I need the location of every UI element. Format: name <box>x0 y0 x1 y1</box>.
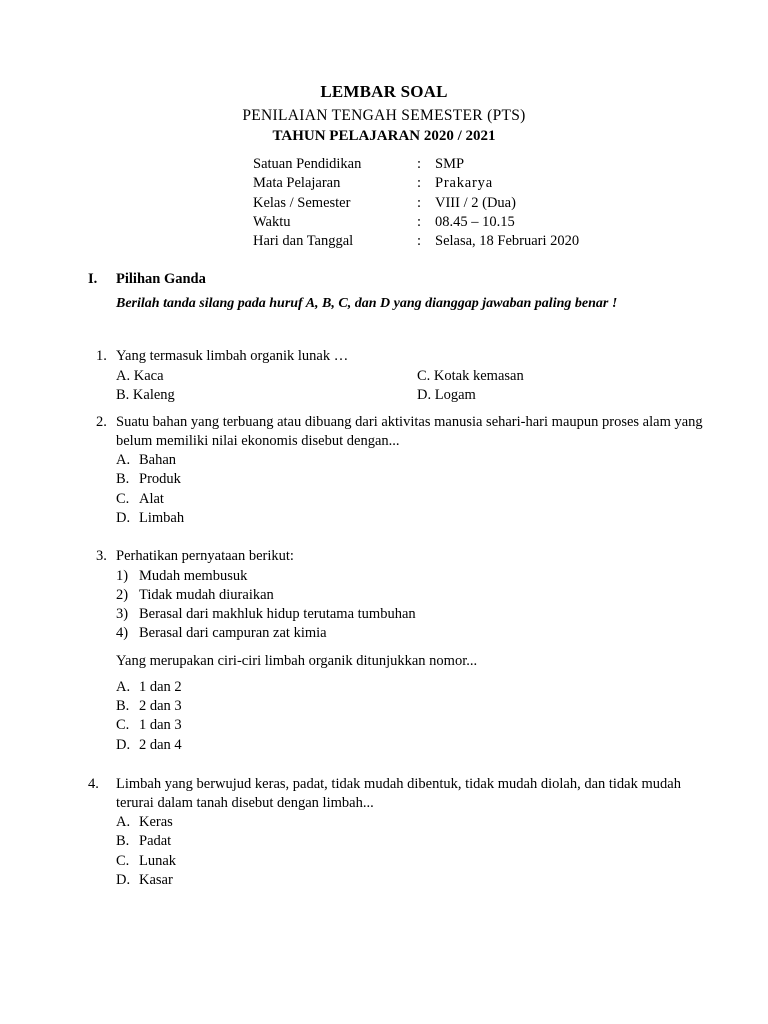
answer-option: C. 1 dan 3 <box>116 717 182 733</box>
info-label: Hari dan Tanggal <box>253 233 354 249</box>
answer-option: B. 2 dan 3 <box>116 698 182 714</box>
question-number: 4. <box>88 776 99 792</box>
statement-item: 3) Berasal dari makhluk hidup terutama tumbuhan <box>116 606 416 622</box>
answer-option: D. 2 dan 4 <box>116 737 182 753</box>
info-colon: : <box>417 233 422 249</box>
question-text: Yang termasuk limbah organik lunak … <box>116 348 349 364</box>
info-label: Satuan Pendidikan <box>253 156 362 172</box>
question-text: Suatu bahan yang terbuang atau dibuang dari aktivitas manusia sehari-hari maupun proses alam yang belum memiliki nilai ekonomis disebut dengan... <box>116 414 703 449</box>
answer-option: D. Limbah <box>116 510 185 526</box>
info-colon: : <box>417 156 422 172</box>
info-value: Selasa, 18 Februari 2020 <box>435 233 580 249</box>
info-label: Kelas / Semester <box>253 195 351 211</box>
info-colon: : <box>417 195 422 211</box>
info-label: Mata Pelajaran <box>253 175 341 191</box>
question-number: 2. <box>96 414 107 430</box>
info-value: SMP <box>435 156 465 172</box>
statement-item: 1) Mudah membusuk <box>116 568 248 584</box>
info-colon: : <box>417 175 422 191</box>
answer-option: C. Alat <box>116 491 164 507</box>
info-value: VIII / 2 (Dua) <box>435 195 516 211</box>
answer-option-d: D. Logam <box>417 387 476 403</box>
school-year: TAHUN PELAJARAN 2020 / 2021 <box>272 128 496 144</box>
statement-item: 2) Tidak mudah diuraikan <box>116 587 274 603</box>
question-prompt: Yang merupakan ciri-ciri limbah organik ditunjukkan nomor... <box>116 653 478 669</box>
info-value: 08.45 – 10.15 <box>435 214 515 230</box>
section-number: I. <box>88 271 98 287</box>
answer-option-c: C. Kotak kemasan <box>417 368 524 384</box>
answer-option: D. Kasar <box>116 872 173 888</box>
info-label: Waktu <box>253 214 291 230</box>
answer-option: C. Lunak <box>116 853 177 869</box>
document-subtitle: PENILAIAN TENGAH SEMESTER (PTS) <box>242 107 526 124</box>
section-instruction: Berilah tanda silang pada huruf A, B, C, dan D yang dianggap jawaban paling benar ! <box>116 296 618 311</box>
answer-option: A. Bahan <box>116 452 177 468</box>
question-text: Perhatikan pernyataan berikut: <box>116 548 294 564</box>
document-title: LEMBAR SOAL <box>320 82 448 101</box>
answer-option-a: A. Kaca <box>116 368 164 384</box>
statement-item: 4) Berasal dari campuran zat kimia <box>116 625 327 641</box>
info-colon: : <box>417 214 422 230</box>
question-number: 3. <box>96 548 107 564</box>
answer-option: B. Padat <box>116 833 172 849</box>
section-title: Pilihan Ganda <box>116 271 206 287</box>
answer-option: B. Produk <box>116 471 181 487</box>
question-text: Limbah yang berwujud keras, padat, tidak mudah dibentuk, tidak mudah diolah, dan tidak mudah terurai dalam tanah disebut dengan limbah... <box>116 776 681 811</box>
answer-option-b: B. Kaleng <box>116 387 175 403</box>
answer-option: A. 1 dan 2 <box>116 679 182 695</box>
question-number: 1. <box>96 348 107 364</box>
answer-option: A. Keras <box>116 814 173 830</box>
info-value: Prakarya <box>435 175 493 191</box>
